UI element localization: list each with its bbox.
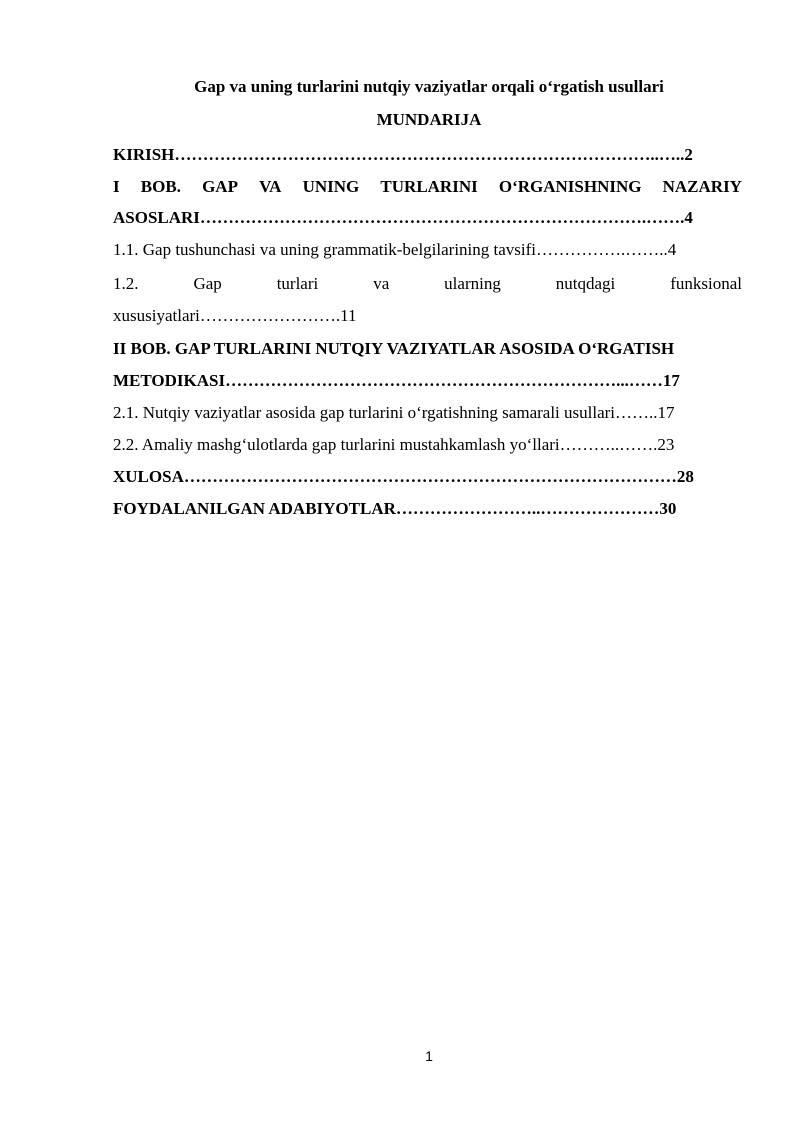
document-title: Gap va uning turlarini nutqiy vaziyatlar orqali o‘rgatish usullari [194, 77, 664, 96]
toc-word: VA [259, 177, 282, 196]
toc-word: Gap [193, 274, 222, 293]
toc-word: BOB. [140, 177, 181, 196]
toc-entry-bob2-line2: METODIKASI……………………………………………………………...……17 [113, 371, 680, 390]
page-number: 1 [425, 1048, 433, 1064]
toc-word: funksional [670, 274, 742, 293]
toc-entry-xulosa: XULOSA……………………………………………………………………………28 [113, 467, 694, 486]
toc-entry-1-2-line2: xususiyatlari…………………….11 [113, 306, 357, 325]
toc-word: UNING [302, 177, 360, 196]
toc-entry-2-1: 2.1. Nutqiy vaziyatlar asosida gap turlarini o‘rgatishning samarali usullari……..17 [113, 403, 675, 422]
toc-word: 1.2. [113, 274, 139, 293]
toc-entry-kirish: KIRISH…………………………………………………………………………..…..2 [113, 145, 693, 164]
toc-word: O‘RGANISHNING [498, 177, 642, 196]
toc-word: TURLARINI [380, 177, 478, 196]
toc-entry-bob2-line1: II BOB. GAP TURLARINI NUTQIY VAZIYATLAR ASOSIDA O‘RGATISH [113, 339, 675, 358]
toc-word: GAP [202, 177, 238, 196]
toc-entry-bob1-line1 [113, 177, 742, 197]
toc-entry-1-2-line1 [113, 274, 742, 294]
toc-word: turlari [276, 274, 319, 293]
toc-entry-2-2: 2.2. Amaliy mashg‘ulotlarda gap turlarini mustahkamlash yo‘llari………..…….23 [113, 435, 675, 454]
toc-word: va [373, 274, 390, 293]
toc-word: I [113, 177, 120, 196]
toc-word: nutqdagi [555, 274, 616, 293]
toc-heading: MUNDARIJA [376, 110, 482, 129]
toc-entry-bob1-line2: ASOSLARI…………………………………………………………………….…….4 [113, 208, 693, 227]
toc-word: NAZARIY [662, 177, 742, 196]
toc-entry-adabiyotlar: FOYDALANILGAN ADABIYOTLAR……………………..…………………30 [113, 499, 677, 518]
toc-word: ularning [444, 274, 501, 293]
toc-entry-1-1: 1.1. Gap tushunchasi va uning grammatik-belgilarining tavsifi…………….……..4 [113, 240, 677, 259]
